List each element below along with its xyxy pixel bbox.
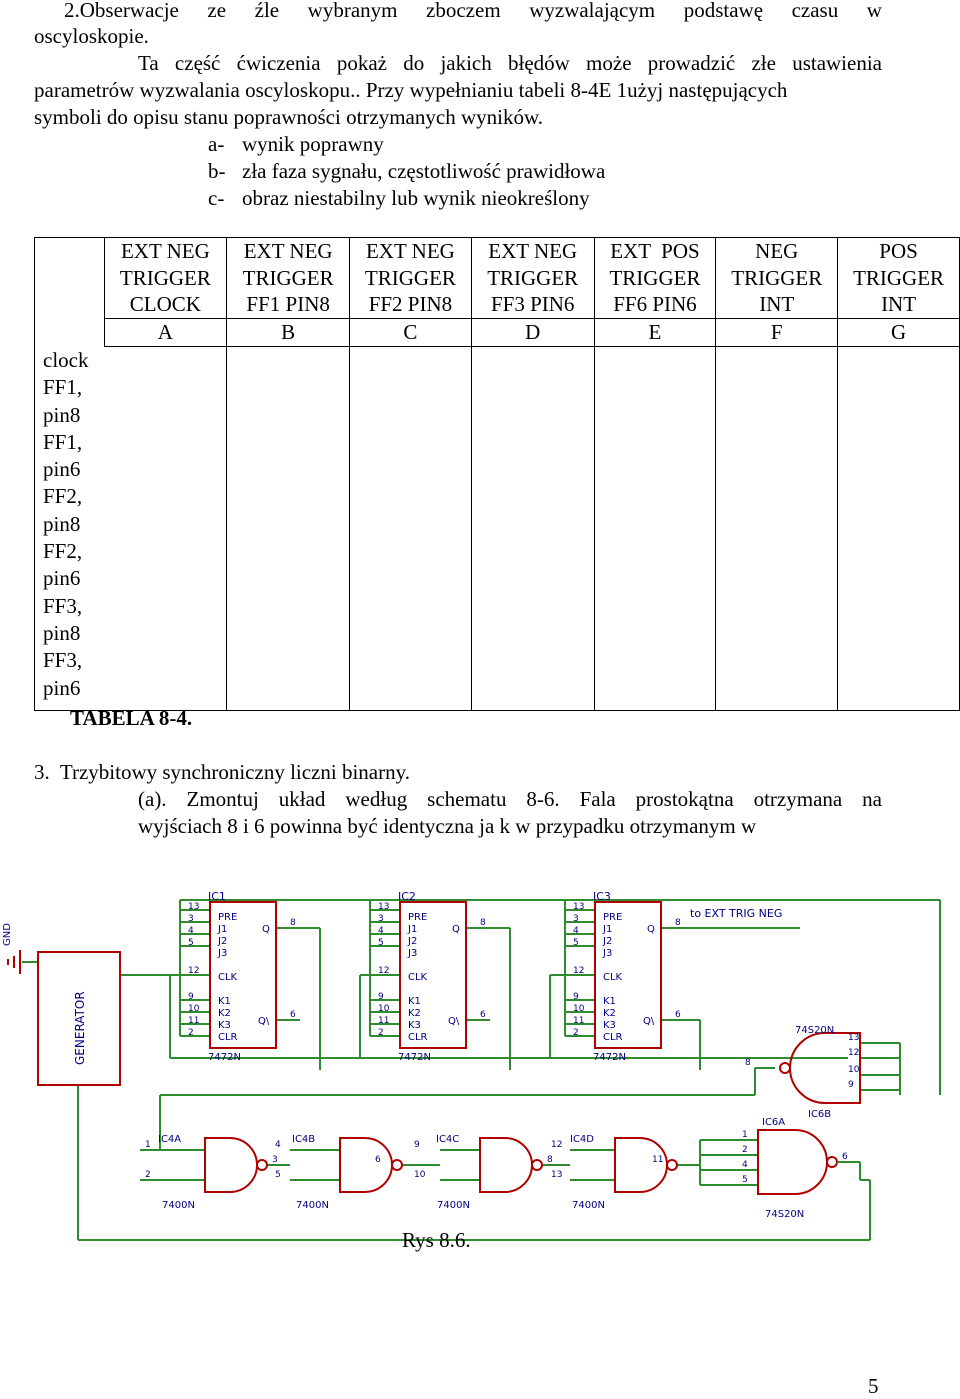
legend-text: zła faza sygnału, częstotliwość prawidłowa [242,159,606,183]
table-column-letter: E [594,319,716,347]
svg-text:5: 5 [742,1175,748,1185]
svg-text:2: 2 [378,1028,384,1038]
svg-text:4: 4 [378,926,384,936]
svg-text:CLR: CLR [408,1032,428,1043]
section3-line2: wyjściach 8 i 6 powinna być identyczna ja k w przypadku otrzymanym w [138,814,757,838]
generator-label: GENERATOR [73,991,87,1065]
section3-heading: 3. Trzybitowy synchroniczny liczni binarny. [34,760,411,784]
svg-text:9: 9 [378,992,384,1002]
table-cell[interactable] [471,347,594,711]
svg-text:CLK: CLK [408,972,428,983]
svg-text:CLK: CLK [603,972,623,983]
section2-paragraph-line2: parametrów wyzwalania oscyloskopu.. Przy wypełnianiu tabeli 8-4E 1użyj następujących [34,78,788,102]
svg-text:2: 2 [188,1028,194,1038]
legend-item [208,131,384,157]
svg-text:9: 9 [414,1140,420,1150]
svg-text:IC3: IC3 [593,890,611,903]
svg-text:10: 10 [414,1170,426,1180]
table-column-letter: G [838,319,960,347]
svg-text:12: 12 [848,1048,860,1058]
svg-text:Q: Q [647,924,655,935]
svg-text:Q\: Q\ [643,1016,655,1027]
svg-text:13: 13 [848,1033,860,1043]
legend-text: wynik poprawny [242,132,384,156]
table-header-cell: POS TRIGGER INT [838,238,960,319]
svg-text:8: 8 [290,918,296,928]
svg-text:3: 3 [573,914,579,924]
table-column-letter: C [350,319,472,347]
svg-text:8: 8 [675,918,681,928]
svg-text:13: 13 [188,902,200,912]
svg-text:CLR: CLR [218,1032,238,1043]
svg-text:7472N: 7472N [398,1052,431,1063]
svg-text:K2: K2 [218,1008,231,1019]
gnd-label: GND [2,923,13,946]
legend-item [208,158,605,184]
svg-text:7400N: 7400N [162,1200,195,1211]
svg-text:J1: J1 [218,924,228,935]
section3-line1: (a). Zmontuj układ według schematu 8-6. Fala prostokątna otrzymana na [138,787,882,811]
svg-text:4: 4 [742,1160,748,1170]
table-column-letter: D [471,319,594,347]
svg-text:K3: K3 [408,1020,421,1031]
svg-text:12: 12 [188,966,200,976]
svg-text:6: 6 [375,1155,381,1165]
legend-key: a- [208,132,225,156]
svg-text:8: 8 [547,1155,553,1165]
svg-text:J2: J2 [408,936,418,947]
svg-text:Q: Q [262,924,270,935]
svg-text:5: 5 [275,1170,281,1180]
svg-text:4: 4 [275,1140,281,1150]
svg-text:9: 9 [573,992,579,1002]
svg-text:1: 1 [742,1130,748,1140]
table-header-cell: EXT NEG TRIGGER FF2 PIN8 [350,238,472,319]
table-header-cell: EXT NEG TRIGGER CLOCK [104,238,227,319]
svg-text:J1: J1 [408,924,418,935]
nand-ic4c [414,1134,553,1211]
nand-ic6a [742,1117,848,1220]
svg-text:IC4C: IC4C [436,1134,460,1145]
svg-text:K3: K3 [603,1020,616,1031]
svg-text:13: 13 [378,902,390,912]
section2-heading: 2.Obserwacje ze źle wybranym zboczem wyzwalającym podstawę czasu w [64,0,882,22]
table-letter-row [35,319,960,347]
svg-text:IC6A: IC6A [762,1117,786,1128]
svg-text:K2: K2 [408,1008,421,1019]
svg-text:PRE: PRE [603,912,623,923]
svg-text:11: 11 [573,1016,585,1026]
table-cell[interactable] [838,347,960,711]
legend-item [208,185,590,211]
svg-text:6: 6 [290,1010,296,1020]
table-header-cell: EXT NEG TRIGGER FF3 PIN6 [471,238,594,319]
svg-text:9: 9 [848,1080,854,1090]
table-cell[interactable] [227,347,350,711]
svg-text:IC1: IC1 [208,890,226,903]
legend-text: obraz niestabilny lub wynik nieokreślony [242,186,590,210]
table-column-letter: F [716,319,838,347]
svg-text:2: 2 [573,1028,579,1038]
svg-text:IC4D: IC4D [570,1134,594,1145]
svg-text:7472N: 7472N [593,1052,626,1063]
svg-text:IC4A: IC4A [158,1134,182,1145]
svg-text:6: 6 [480,1010,486,1020]
svg-text:4: 4 [188,926,194,936]
svg-text:6: 6 [842,1152,848,1162]
svg-text:12: 12 [573,966,585,976]
table-cell[interactable] [594,347,716,711]
svg-text:CLK: CLK [218,972,238,983]
svg-text:11: 11 [378,1016,390,1026]
svg-text:K1: K1 [218,996,231,1007]
svg-text:J3: J3 [603,948,613,959]
table-header-cell: NEG TRIGGER INT [716,238,838,319]
nand-ic4a [145,1134,278,1211]
results-table [34,237,960,711]
svg-text:Q\: Q\ [448,1016,460,1027]
table-header-row [35,238,960,319]
svg-text:3: 3 [378,914,384,924]
svg-text:10: 10 [573,1004,585,1014]
svg-text:13: 13 [551,1170,563,1180]
legend-key: c- [208,186,225,210]
svg-text:4: 4 [573,926,579,936]
svg-text:5: 5 [188,938,194,948]
table-column-letter: A [104,319,227,347]
svg-text:CLR: CLR [603,1032,623,1043]
table-column-letter: B [227,319,350,347]
svg-text:K1: K1 [603,996,616,1007]
section2-paragraph-line3: symboli do opisu stanu poprawności otrzymanych wyników. [34,105,543,129]
svg-text:PRE: PRE [408,912,428,923]
svg-text:K3: K3 [218,1020,231,1031]
svg-text:IC4B: IC4B [292,1134,316,1145]
svg-text:12: 12 [378,966,390,976]
nand-ic4d [551,1134,677,1211]
ext-trig-label: to EXT TRIG NEG [690,907,783,920]
svg-text:K1: K1 [408,996,421,1007]
svg-text:IC6B: IC6B [808,1109,832,1120]
svg-text:74S20N: 74S20N [795,1025,835,1036]
legend-key: b- [208,159,226,183]
table-corner-cell [35,238,105,347]
svg-text:3: 3 [272,1155,278,1165]
svg-text:2: 2 [742,1145,748,1155]
svg-text:J2: J2 [218,936,228,947]
svg-text:7400N: 7400N [296,1200,329,1211]
svg-text:6: 6 [675,1010,681,1020]
svg-text:PRE: PRE [218,912,238,923]
svg-text:8: 8 [745,1058,751,1068]
page-number: 5 [868,1374,879,1398]
table-body-row [35,347,960,711]
svg-text:9: 9 [188,992,194,1002]
svg-text:11: 11 [188,1016,200,1026]
svg-text:5: 5 [573,938,579,948]
svg-text:3: 3 [188,914,194,924]
svg-text:11: 11 [652,1155,664,1165]
counter-schematic [0,880,960,1260]
flipflop-ic1 [188,890,296,1063]
table-header-cell: EXT NEG TRIGGER FF1 PIN8 [227,238,350,319]
svg-text:10: 10 [848,1065,860,1075]
svg-text:J3: J3 [218,948,228,959]
svg-text:IC2: IC2 [398,890,416,903]
flipflop-ic2 [378,890,486,1063]
svg-text:10: 10 [188,1004,200,1014]
svg-text:7400N: 7400N [437,1200,470,1211]
svg-text:7472N: 7472N [208,1052,241,1063]
table-caption: TABELA 8-4. [70,706,193,730]
section2-paragraph-line1: Ta część ćwiczenia pokaż do jakich błędów może prowadzić złe ustawienia [138,51,882,75]
svg-text:8: 8 [480,918,486,928]
svg-text:12: 12 [551,1140,563,1150]
nand-ic4b [275,1134,402,1211]
svg-text:1: 1 [145,1140,151,1150]
nand-ic6b [745,1025,860,1120]
svg-text:10: 10 [378,1004,390,1014]
svg-text:J3: J3 [408,948,418,959]
svg-text:J1: J1 [603,924,613,935]
svg-text:13: 13 [573,902,585,912]
section2-heading-line2: oscyloskopie. [34,24,149,48]
svg-text:Q\: Q\ [258,1016,270,1027]
figure-caption: Rys 8.6. [402,1228,471,1252]
svg-text:J2: J2 [603,936,613,947]
svg-text:74S20N: 74S20N [765,1209,805,1220]
table-row-labels: clock FF1, pin8 FF1, pin6 FF2, pin8 FF2, pin6 FF3, pin8 FF3, pin6 [35,347,227,711]
svg-text:Q: Q [452,924,460,935]
svg-text:5: 5 [378,938,384,948]
table-cell[interactable] [716,347,838,711]
flipflop-ic3 [573,890,681,1063]
ground-icon [8,950,20,974]
table-header-cell: EXT POS TRIGGER FF6 PIN6 [594,238,716,319]
svg-text:7400N: 7400N [572,1200,605,1211]
svg-text:2: 2 [145,1170,151,1180]
table-cell[interactable] [350,347,472,711]
svg-text:K2: K2 [603,1008,616,1019]
